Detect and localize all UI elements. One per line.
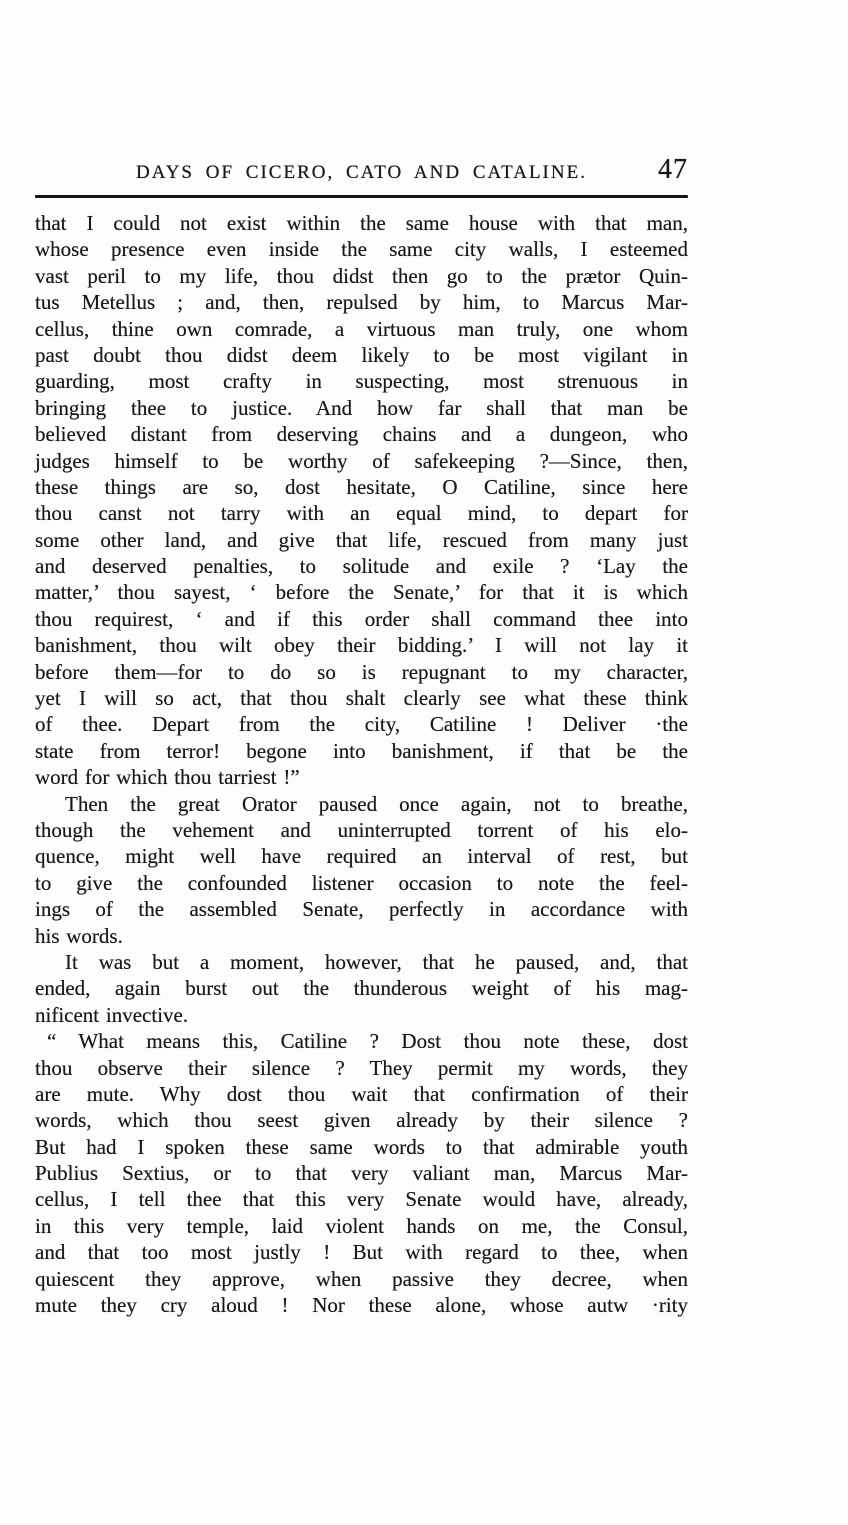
running-title: DAYS OF CICERO, CATO AND CATALINE. — [136, 162, 587, 183]
text-line: thou observe their silence ? They permit my words, they — [35, 1055, 688, 1080]
text-line: his words. — [35, 923, 123, 948]
text-line: though the vehement and uninterrupted torrent of his elo- — [35, 817, 688, 842]
text-line: word for which thou tarriest !” — [35, 765, 300, 790]
text-line: and deserved penalties, to solitude and exile ? ‘Lay the — [35, 554, 688, 579]
text-line: But had I spoken these same words to that admirable youth — [35, 1134, 688, 1159]
paragraph — [35, 1028, 688, 1318]
text-line: thou canst not tarry with an equal mind, to depart for — [35, 501, 688, 526]
text-line: It was but a moment, however, that he paused, and, that — [65, 949, 688, 974]
text-line: “ What means this, Catiline ? Dost thou note these, dost — [47, 1029, 688, 1054]
text-line: before them—for to do so is repugnant to my character, — [35, 659, 688, 684]
text-line: ended, again burst out the thunderous weight of his mag- — [35, 976, 688, 1001]
text-line: are mute. Why dost thou wait that confirmation of their — [35, 1081, 688, 1106]
page-body — [35, 210, 688, 1318]
text-line: that I could not exist within the same house with that man, — [35, 211, 688, 235]
paragraph — [35, 210, 688, 791]
page-number: 47 — [658, 154, 688, 185]
text-line: judges himself to be worthy of safekeeping ?—Since, then, — [35, 448, 688, 473]
text-line: quence, might well have required an interval of rest, but — [35, 844, 688, 869]
text-line: whose presence even inside the same city walls, I esteemed — [35, 237, 688, 262]
text-line: Then the great Orator paused once again, not to breathe, — [65, 791, 688, 816]
paragraph — [35, 949, 688, 1028]
text-line: to give the confounded listener occasion to note the feel- — [35, 870, 688, 895]
text-line: thou requirest, ‘ and if this order shall command thee into — [35, 606, 688, 631]
text-line: some other land, and give that life, rescued from many just — [35, 527, 688, 552]
text-line: banishment, thou wilt obey their bidding.’ I will not lay it — [35, 633, 688, 658]
text-line: matter,’ thou sayest, ‘ before the Senate,’ for that it is which — [35, 580, 688, 605]
text-line: mute they cry aloud ! Nor these alone, whose autw ·rity — [35, 1293, 688, 1318]
text-line: Publius Sextius, or to that very valiant man, Marcus Mar- — [35, 1161, 688, 1186]
text-line: in this very temple, laid violent hands on me, the Consul, — [35, 1213, 688, 1238]
text-line: words, which thou seest given already by their silence ? — [35, 1108, 688, 1133]
text-line: and that too most justly ! But with regard to thee, when — [35, 1240, 688, 1265]
header-rule — [35, 195, 688, 198]
text-line: these things are so, dost hesitate, O Catiline, since here — [35, 474, 688, 499]
text-line: bringing thee to justice. And how far shall that man be — [35, 395, 688, 420]
text-line: cellus, I tell thee that this very Senate would have, already, — [35, 1187, 688, 1212]
text-line: guarding, most crafty in suspecting, most strenuous in — [35, 369, 688, 394]
text-line: nificent invective. — [35, 1002, 189, 1027]
paragraph — [35, 791, 688, 949]
text-line: vast peril to my life, thou didst then go to the prætor Quin- — [35, 263, 688, 288]
page-header — [35, 154, 688, 186]
text-line: ings of the assembled Senate, perfectly in accordance with — [35, 897, 688, 922]
text-line: quiescent they approve, when passive they decree, when — [35, 1266, 688, 1291]
text-line: believed distant from deserving chains and a dungeon, who — [35, 422, 688, 447]
text-line: tus Metellus ; and, then, repulsed by him, to Marcus Mar- — [35, 290, 688, 315]
text-line: past doubt thou didst deem likely to be most vigilant in — [35, 342, 688, 367]
text-column — [35, 154, 688, 1318]
text-line: of thee. Depart from the city, Catiline ! Deliver ·the — [35, 712, 688, 737]
text-line: yet I will so act, that thou shalt clearly see what these think — [35, 686, 688, 711]
text-line: cellus, thine own comrade, a virtuous man truly, one whom — [35, 316, 688, 341]
text-line: state from terror! begone into banishment, if that be the — [35, 738, 688, 763]
